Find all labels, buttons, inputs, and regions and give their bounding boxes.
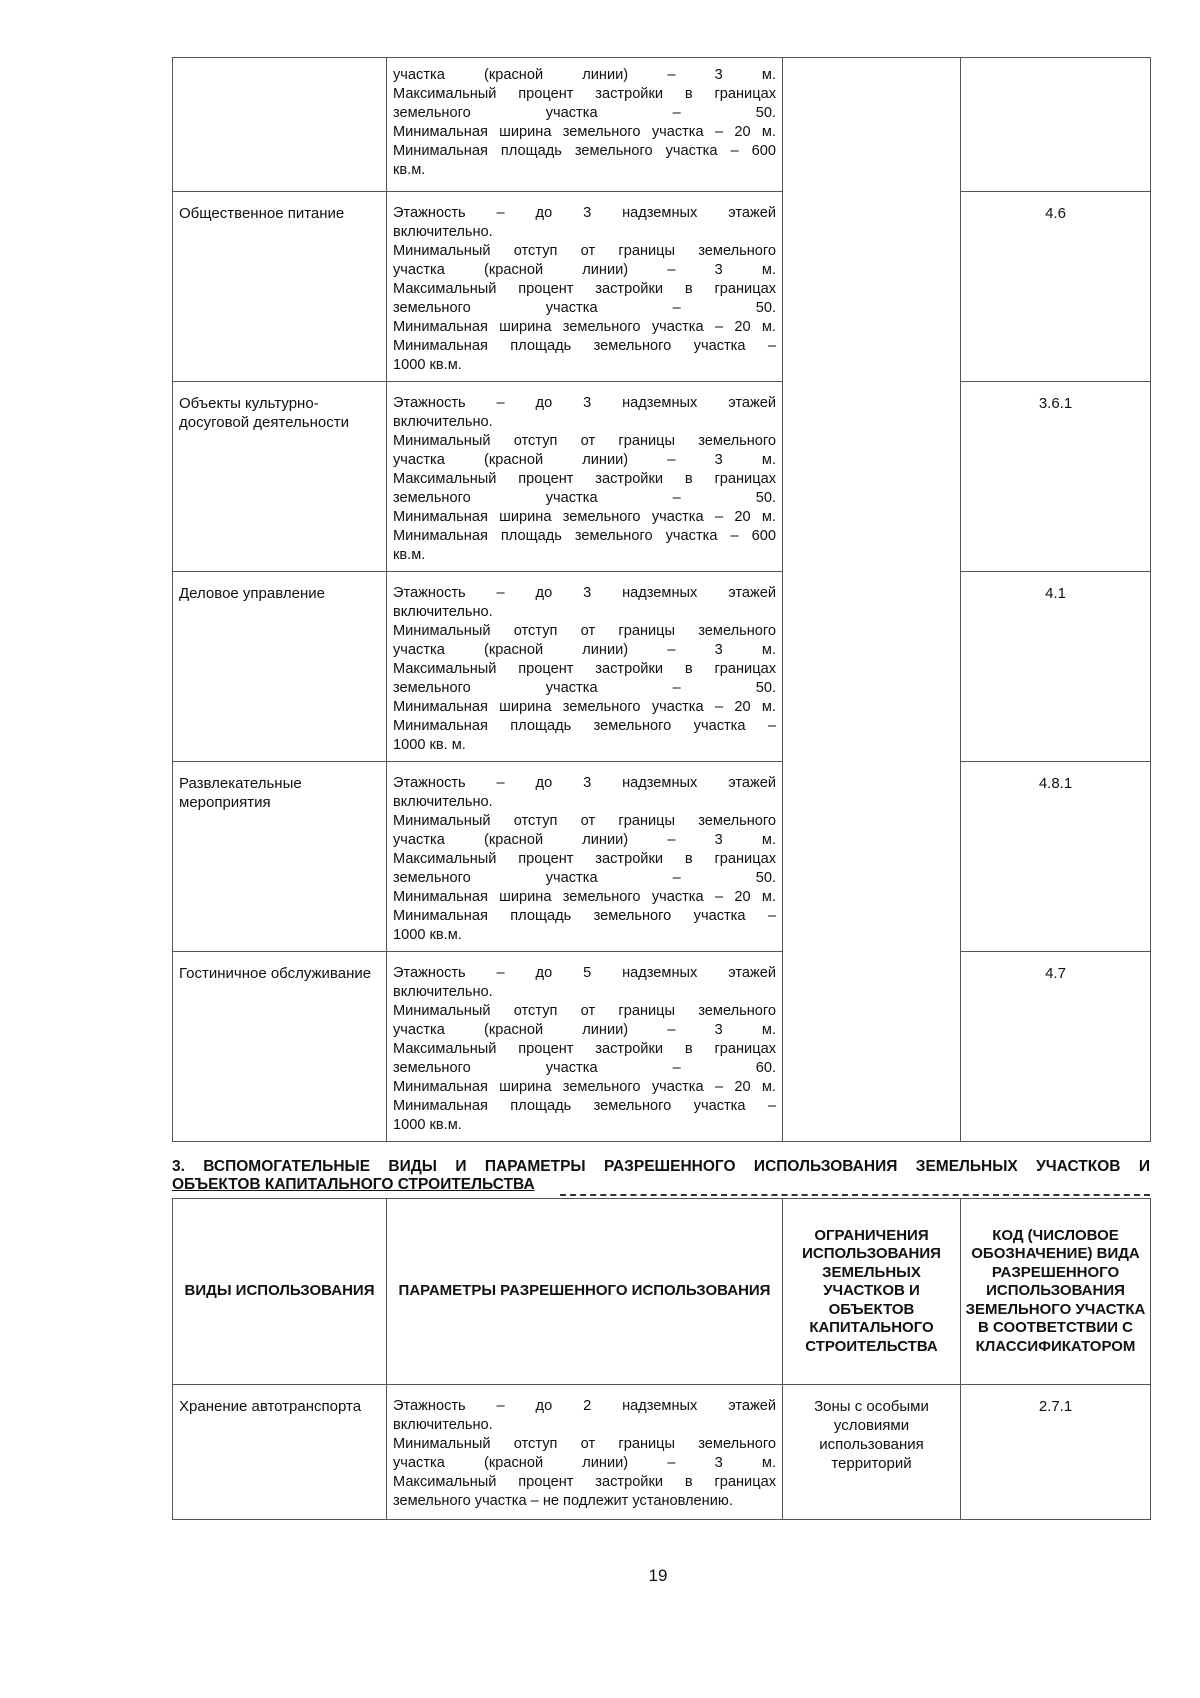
use-kind bbox=[173, 58, 386, 74]
param-line: земельного участка – 50. bbox=[393, 680, 776, 696]
use-kind-cell bbox=[173, 382, 387, 572]
use-params-cell bbox=[387, 58, 783, 192]
use-params-cell bbox=[387, 1385, 783, 1520]
param-line: включительно. bbox=[393, 1417, 493, 1433]
param-line: Максимальный процент застройки в границах bbox=[393, 281, 776, 297]
restrictions-cell bbox=[783, 58, 961, 1142]
param-line: участка (красной линии) – 3 м. bbox=[393, 262, 776, 278]
use-code: 3.6.1 bbox=[1038, 395, 1073, 412]
param-line: участка (красной линии) – 3 м. bbox=[393, 642, 776, 658]
use-params-cell bbox=[387, 952, 783, 1142]
param-line: Минимальный отступ от границы земельного bbox=[393, 1436, 776, 1452]
use-kind-cell bbox=[173, 762, 387, 952]
use-params-cell bbox=[387, 762, 783, 952]
param-line: Минимальная площадь земельного участка – bbox=[393, 908, 776, 924]
use-kind-cell bbox=[173, 952, 387, 1142]
code-cell bbox=[961, 192, 1151, 382]
param-line: Минимальная ширина земельного участка – 20 м. bbox=[393, 124, 776, 140]
use-params-cell bbox=[387, 382, 783, 572]
param-line: включительно. bbox=[393, 224, 493, 240]
param-line: Этажность – до 3 надземных этажей bbox=[393, 395, 776, 411]
param-line: Минимальная площадь земельного участка – bbox=[393, 718, 776, 734]
use-params bbox=[387, 952, 782, 1141]
section-3-title-line-1: 3. ВСПОМОГАТЕЛЬНЫЕ ВИДЫ И ПАРАМЕТРЫ РАЗРЕШЕННОГО ИСПОЛЬЗОВАНИЯ ЗЕМЕЛЬНЫХ УЧАСТКОВ И bbox=[172, 1158, 1150, 1175]
use-code: 4.7 bbox=[1045, 965, 1066, 982]
use-kind: Гостиничное обслуживание bbox=[179, 965, 372, 982]
section-3-title bbox=[172, 1158, 1150, 1194]
use-kind: Объекты культурно-досуговой деятельности bbox=[179, 395, 349, 431]
param-line: включительно. bbox=[393, 604, 493, 620]
param-line: Минимальная ширина земельного участка – 20 м. bbox=[393, 1079, 776, 1095]
header-params: ПАРАМЕТРЫ РАЗРЕШЕННОГО ИСПОЛЬЗОВАНИЯ bbox=[387, 1199, 783, 1385]
table-row bbox=[173, 382, 1151, 572]
param-line: Минимальная площадь земельного участка – bbox=[393, 338, 776, 354]
use-kind: Хранение автотранспорта bbox=[179, 1398, 362, 1415]
header-kind: ВИДЫ ИСПОЛЬЗОВАНИЯ bbox=[173, 1199, 387, 1385]
param-line: 1000 кв.м. bbox=[393, 357, 462, 373]
restrictions-cell bbox=[783, 1385, 961, 1520]
code-cell bbox=[961, 762, 1151, 952]
table-row bbox=[173, 572, 1151, 762]
use-params bbox=[387, 1385, 782, 1517]
param-line: Этажность – до 3 надземных этажей bbox=[393, 775, 776, 791]
page-number: 19 bbox=[648, 1566, 668, 1585]
param-line: Минимальный отступ от границы земельного bbox=[393, 243, 776, 259]
code-cell bbox=[961, 572, 1151, 762]
use-kind-cell bbox=[173, 58, 387, 192]
param-line: Этажность – до 2 надземных этажей bbox=[393, 1398, 776, 1414]
param-line: Максимальный процент застройки в границах bbox=[393, 1474, 776, 1490]
dashed-rule bbox=[560, 1194, 1150, 1196]
header-code: КОД (ЧИСЛОВОЕ ОБОЗНАЧЕНИЕ) ВИДА РАЗРЕШЕННОГО ИСПОЛЬЗОВАНИЯ ЗЕМЕЛЬНОГО УЧАСТКА В СООТВЕТСТВИИ С КЛАССИФИКАТОРОМ bbox=[961, 1199, 1151, 1385]
param-line: участка (красной линии) – 3 м. bbox=[393, 1455, 776, 1471]
param-line: Максимальный процент застройки в границах bbox=[393, 86, 776, 102]
use-code: 2.7.1 bbox=[1038, 1398, 1073, 1415]
header-restrictions: ОГРАНИЧЕНИЯ ИСПОЛЬЗОВАНИЯ ЗЕМЕЛЬНЫХ УЧАСТКОВ И ОБЪЕКТОВ КАПИТАЛЬНОГО СТРОИТЕЛЬСТВА bbox=[783, 1199, 961, 1385]
use-code: 4.8.1 bbox=[1038, 775, 1073, 792]
use-kind-cell bbox=[173, 1385, 387, 1520]
param-line: участка (красной линии) – 3 м. bbox=[393, 67, 776, 83]
param-line: земельного участка – 50. bbox=[393, 870, 776, 886]
table-row bbox=[173, 762, 1151, 952]
param-line: Этажность – до 3 надземных этажей bbox=[393, 585, 776, 601]
use-code bbox=[961, 58, 1150, 74]
use-kind-cell bbox=[173, 572, 387, 762]
param-line: земельного участка – 50. bbox=[393, 105, 776, 121]
code-cell bbox=[961, 382, 1151, 572]
param-line: участка (красной линии) – 3 м. bbox=[393, 452, 776, 468]
use-kind: Развлекательные мероприятия bbox=[179, 775, 302, 811]
param-line: Минимальный отступ от границы земельного bbox=[393, 1003, 776, 1019]
param-line: участка (красной линии) – 3 м. bbox=[393, 1022, 776, 1038]
param-line: Минимальный отступ от границы земельного bbox=[393, 433, 776, 449]
param-line: земельного участка – не подлежит установлению. bbox=[393, 1493, 733, 1509]
header-row bbox=[173, 1199, 1151, 1385]
restrictions-text: Зоны с особыми условиями использования территорий bbox=[814, 1398, 929, 1472]
param-line: Этажность – до 3 надземных этажей bbox=[393, 205, 776, 221]
param-line: Минимальная площадь земельного участка – bbox=[393, 1098, 776, 1114]
param-line: Минимальная ширина земельного участка – 20 м. bbox=[393, 319, 776, 335]
param-line: Этажность – до 5 надземных этажей bbox=[393, 965, 776, 981]
param-line: включительно. bbox=[393, 984, 493, 1000]
param-line: участка (красной линии) – 3 м. bbox=[393, 832, 776, 848]
use-params bbox=[387, 382, 782, 571]
table-row bbox=[173, 58, 1151, 192]
param-line: кв.м. bbox=[393, 162, 426, 178]
code-cell bbox=[961, 1385, 1151, 1520]
param-line: Минимальная ширина земельного участка – 20 м. bbox=[393, 699, 776, 715]
permitted-uses-body bbox=[173, 58, 1151, 1142]
param-line: Минимальная ширина земельного участка – 20 м. bbox=[393, 509, 776, 525]
use-params bbox=[387, 192, 782, 381]
param-line: включительно. bbox=[393, 414, 493, 430]
permitted-uses-table bbox=[172, 57, 1151, 1142]
use-params bbox=[387, 572, 782, 761]
code-cell bbox=[961, 58, 1151, 192]
param-line: земельного участка – 50. bbox=[393, 490, 776, 506]
param-line: земельного участка – 50. bbox=[393, 300, 776, 316]
table-row bbox=[173, 192, 1151, 382]
param-line: включительно. bbox=[393, 794, 493, 810]
use-code: 4.6 bbox=[1045, 205, 1066, 222]
param-line: Максимальный процент застройки в границах bbox=[393, 661, 776, 677]
section-3-title-line-2: ОБЪЕКТОВ КАПИТАЛЬНОГО СТРОИТЕЛЬСТВА bbox=[172, 1176, 535, 1193]
param-line: Максимальный процент застройки в границах bbox=[393, 471, 776, 487]
param-line: Минимальная площадь земельного участка – 600 bbox=[393, 528, 776, 544]
param-line: Минимальная площадь земельного участка – 600 bbox=[393, 143, 776, 159]
param-line: Максимальный процент застройки в границах bbox=[393, 851, 776, 867]
use-code: 4.1 bbox=[1045, 585, 1066, 602]
code-cell bbox=[961, 952, 1151, 1142]
param-line: 1000 кв.м. bbox=[393, 1117, 462, 1133]
use-kind: Деловое управление bbox=[179, 585, 325, 602]
use-params-cell bbox=[387, 192, 783, 382]
use-params bbox=[387, 58, 782, 186]
param-line: Максимальный процент застройки в границах bbox=[393, 1041, 776, 1057]
use-kind-cell bbox=[173, 192, 387, 382]
use-params bbox=[387, 762, 782, 951]
param-line: Минимальный отступ от границы земельного bbox=[393, 813, 776, 829]
param-line: 1000 кв. м. bbox=[393, 737, 466, 753]
param-line: 1000 кв.м. bbox=[393, 927, 462, 943]
table-row bbox=[173, 1385, 1151, 1520]
use-params-cell bbox=[387, 572, 783, 762]
use-kind: Общественное питание bbox=[179, 205, 345, 222]
param-line: земельного участка – 60. bbox=[393, 1060, 776, 1076]
param-line: Минимальный отступ от границы земельного bbox=[393, 623, 776, 639]
param-line: кв.м. bbox=[393, 547, 426, 563]
table-row bbox=[173, 952, 1151, 1142]
auxiliary-uses-table bbox=[172, 1198, 1151, 1520]
param-line: Минимальная ширина земельного участка – 20 м. bbox=[393, 889, 776, 905]
